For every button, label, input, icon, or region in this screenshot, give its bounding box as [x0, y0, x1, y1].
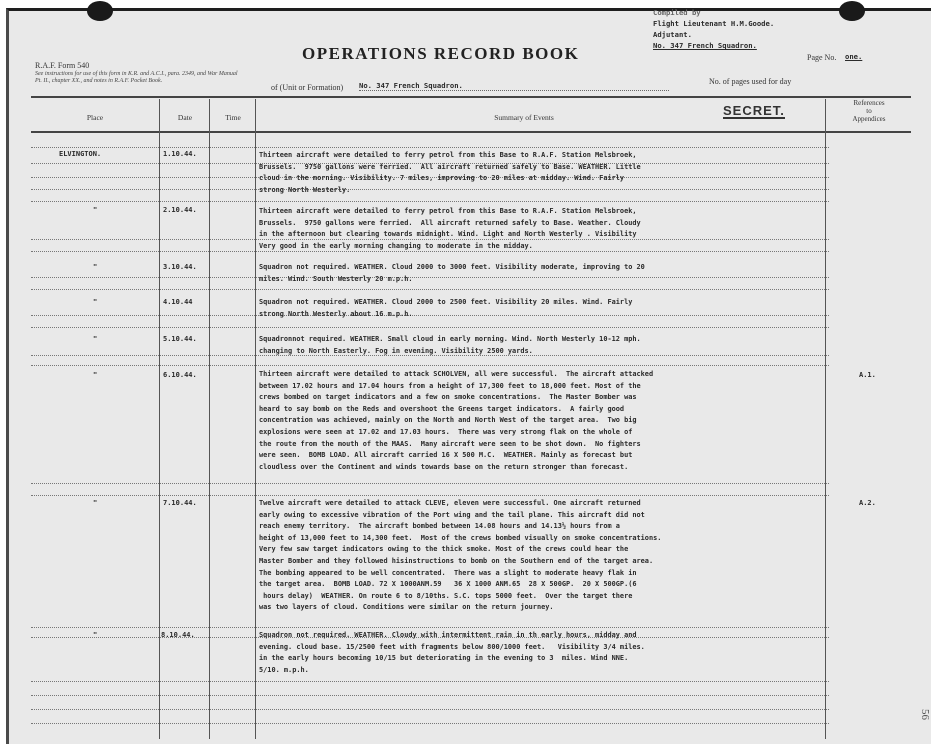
rule — [31, 201, 829, 202]
entry-summary: Thirteen aircraft were detailed to ferry petrol from this Base to R.A.F. Station Melsbroek, Brussels. 9750 gallons were ferried. All aircraft returned safely to Base. WEATHER. Little cloud in the morning. Visibility. 7 miles, improving to 20 miles at midday. Wind. Fairly strong North Westerly. — [259, 151, 641, 194]
entry-place: " — [93, 298, 98, 306]
entry-date: 3.10.44. — [163, 263, 197, 271]
page-side-number: 56 — [919, 709, 931, 720]
entry-summary: Thirteen aircraft were detailed to attack SCHOLVEN, all were successful. The aircraft attacked between 17.02 hours and 17.04 hours from a height of 17,300 feet to 18,000 feet. Most of the crews bombed on target indicators and a few on smoke concentrations. The Master Bomber was heard to say bomb on the Reds and overshoot the Greens target indicators. A fairly good concentration was achieved, mainly on the North and North West of the target area. Two big explosions were seen at 17.02 and 17.03 hours. There was very strong flak on the whole of the route from the mouth of the MAAS. Many aircraft were seen to be shot down. No fighters were seen. BOMB LOAD. All aircraft carried 16 X 500 M.C. WEATHER. Mainly as forecast but cloudless over the Continent and winds towards base on the return stronger than forecast. — [259, 370, 654, 471]
page-no-label: Page No. — [807, 53, 837, 62]
entry-date: 4.10.44 — [163, 298, 193, 306]
entry-summary: Squadron not required. WEATHER. Cloud 2000 to 2500 feet. Visibility 20 miles. Wind. Fairly strong North Westerly about 16 m.p.h. — [259, 298, 633, 318]
form-sheet — [6, 8, 931, 744]
header-rule-top — [31, 96, 911, 98]
entry-place: " — [93, 206, 98, 214]
rule — [31, 327, 829, 328]
entry-place: " — [93, 499, 98, 507]
references-heading-line-1: References — [853, 99, 885, 107]
column-divider-1 — [159, 99, 160, 739]
unit-value: No. 347 French Squadron. — [359, 81, 669, 91]
rule — [31, 695, 829, 696]
references-heading-line-2: to — [866, 107, 872, 115]
column-divider-3 — [255, 99, 256, 739]
entry-summary: Squadronnot required. WEATHER. Small cloud in early morning. Wind. North Westerly 10-12 mph. changing to North Easterly. Fog in evening. Visibility 2500 yards. — [259, 335, 641, 355]
column-header-date: Date — [177, 113, 193, 122]
page-no-value: one. — [845, 52, 863, 61]
entry-summary: Thirteen aircraft were detailed to ferry petrol from this Base to R.A.F. Station Melsbroek, Brussels. 9750 gallons were ferried. All aircraft returned safely to Base. Weather. Cloudy in the afternoon but clearing towards midnight. Wind. Light and North Westerly . Visibility Very good in the early morning changing to moderate in the midday. — [259, 207, 641, 250]
entry-summary: Squadron not required. WEATHER. Cloudy with intermittent rain in th early hours, midday and evening. cloud base. 15/2500 feet with fragments below 800/1000 feet. Visibility 3/4 miles. in the early hours becoming 10/15 but deteriorating in the evening to 3 miles. Wind NNE. 5/10. m.p.h. — [259, 631, 645, 674]
rule — [31, 723, 829, 724]
compiled-by-title: Adjutant. — [653, 30, 692, 39]
entry-date: 1.10.44. — [163, 150, 197, 158]
entry-place: ELVINGTON. — [59, 150, 102, 158]
rule — [31, 681, 829, 682]
entry-date: 8.10.44. — [161, 631, 195, 639]
header-rule-bottom — [31, 131, 911, 133]
entry-date: 5.10.44. — [163, 335, 197, 343]
entry-appendix-ref: A.1. — [859, 371, 876, 379]
rule — [31, 289, 829, 290]
page-title: OPERATIONS RECORD BOOK — [302, 44, 580, 63]
rule — [31, 147, 829, 148]
entry-place: " — [93, 371, 98, 379]
entry-appendix-ref: A.2. — [859, 499, 876, 507]
entry-place: " — [93, 335, 98, 343]
compiled-by-unit: No. 347 French Squadron. — [653, 41, 757, 50]
rule — [31, 709, 829, 710]
form-instructions: See instructions for use of this form in K.R. and A.C.I., para. 2349, and War Manual Pt. II., chapter XX., and notes in R.A.F. Pocket Book. — [35, 71, 238, 84]
punch-hole-left — [87, 1, 113, 21]
secret-stamp: SECRET. — [723, 103, 785, 118]
column-header-references — [827, 99, 911, 123]
punch-hole-right — [839, 1, 865, 21]
entry-date: 2.10.44. — [163, 206, 197, 214]
entry-date: 6.10.44. — [163, 371, 197, 379]
entry-date: 7.10.44. — [163, 499, 197, 507]
column-header-time: Time — [225, 113, 241, 122]
entry-place: " — [93, 263, 98, 271]
rule — [31, 483, 829, 484]
column-header-summary: Summary of Events — [494, 113, 554, 122]
entry-summary: Twelve aircraft were detailed to attack CLEVE, eleven were successful. One aircraft returned early owing to excessive vibration of the Port wing and the tail plane. This aircraft did not reach enemy territory. The aircraft bombed between 14.08 hours and 14.13½ hours from a height of 13,000 feet to 14,300 feet. Most of the crews bombed visually on smoke concentrations. Very few saw target indicators owing to the thick smoke. Most of the crews could hear the Master Bomber and they followed hisinstructions to bomb on the Southern end of the target area. The bombing appeared to be well concentrated. There was a slight to moderate heavy flak in the target area. BOMB LOAD. 72 X 1000ANM.59 36 X 1000 ANM.65 28 X 500GP. 20 X 500GP.(6 hours delay) WEATHER. On route 6 to 8/10ths. S.C. tops 5000 feet. Over the target there was two layers of cloud. Conditions were similar on the return journey. — [259, 499, 662, 612]
column-divider-2 — [209, 99, 210, 739]
form-number: R.A.F. Form 540 — [35, 61, 90, 70]
references-heading-line-3: Appendices — [852, 115, 886, 123]
rule — [31, 495, 829, 496]
compiled-by-name: Flight Lieutenant H.M.Goode. — [653, 19, 775, 28]
rule — [31, 627, 829, 628]
rule — [31, 365, 829, 366]
column-header-place: Place — [86, 113, 104, 122]
column-divider-4 — [825, 99, 826, 739]
entry-place: " — [93, 631, 98, 639]
pages-used-label: No. of pages used for day — [709, 77, 792, 86]
compiled-by-label: Compiled by — [653, 8, 701, 17]
entry-summary: Squadron not required. WEATHER. Cloud 2000 to 3000 feet. Visibility moderate, improving to 20 miles. Wind. South Westerly 20 m.p.h. — [259, 263, 645, 283]
unit-label: of (Unit or Formation) — [271, 83, 344, 92]
